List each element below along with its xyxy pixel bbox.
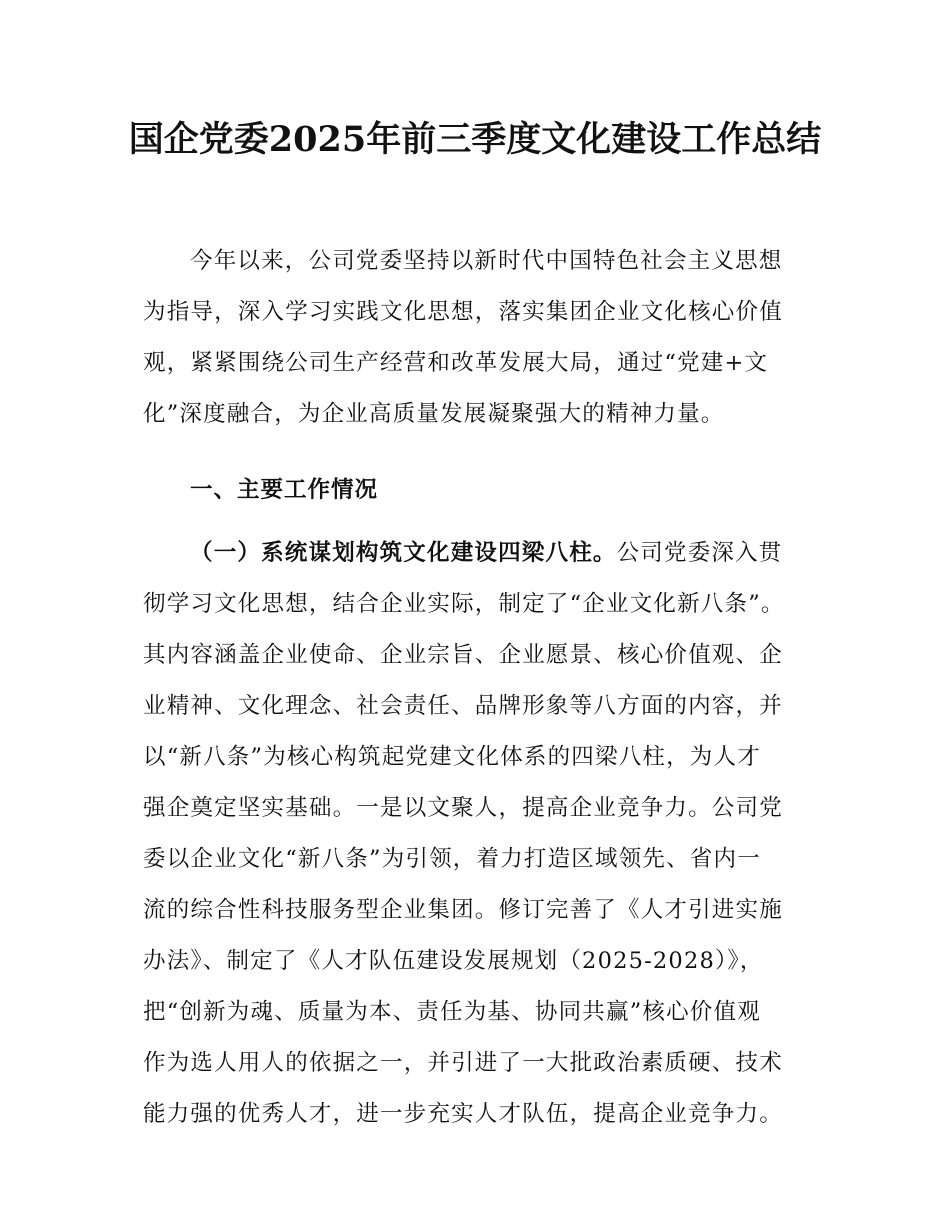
intro-line-2: 为指导，深入学习实践文化思想，落实集团企业文化核心价值 (143, 299, 783, 325)
section-heading: 一、主要工作情况 (190, 477, 379, 503)
subsection-line: 强企奠定坚实基础。一是以文聚人，提高企业竞争力。公司党 (143, 795, 783, 821)
intro-line-4: 化”深度融合，为企业高质量发展凝聚强大的精神力量。 (143, 401, 725, 427)
subsection-heading: （一）系统谋划构筑文化建设四梁八柱。 (190, 540, 617, 566)
subsection-first-line-rest: 公司党委深入贯 (616, 540, 783, 566)
intro-line-3: 观，紧紧围绕公司生产经营和改革发展大局，通过“党建+文 (143, 350, 769, 376)
subsection-line: 流的综合性科技服务型企业集团。修订完善了《人才引进实施 (143, 897, 783, 923)
subsection-line: 其内容涵盖企业使命、企业宗旨、企业愿景、核心价值观、企 (143, 642, 783, 668)
subsection-first-line (143, 528, 818, 579)
subsection-line: 能力强的优秀人才，进一步充实人才队伍，提高企业竞争力。 (143, 1101, 783, 1127)
subsection-line: 彻学习文化思想，结合企业实际，制定了“企业文化新八条”。 (143, 591, 785, 617)
subsection-line: 办法》、制定了《人才队伍建设发展规划（2025-2028）》， (143, 948, 764, 974)
intro-line-1: 今年以来，公司党委坚持以新时代中国特色社会主义思想 (190, 248, 783, 274)
subsection-line: 以“新八条”为核心构筑起党建文化体系的四梁八柱，为人才 (143, 744, 761, 770)
subsection-line: 把“创新为魂、质量为本、责任为基、协同共赢”核心价值观 (143, 999, 761, 1025)
subsection-line: 作为选人用人的依据之一，并引进了一大批政治素质硬、技术 (143, 1050, 783, 1076)
intro-paragraph (143, 236, 818, 440)
subsection-line: 业精神、文化理念、社会责任、品牌形象等八方面的内容，并 (143, 693, 783, 719)
document-title: 国企党委2025年前三季度文化建设工作总结 (128, 119, 822, 160)
subsection-line: 委以企业文化“新八条”为引领，着力打造区域领先、省内一 (143, 846, 761, 872)
subsection-paragraph (143, 528, 818, 1140)
